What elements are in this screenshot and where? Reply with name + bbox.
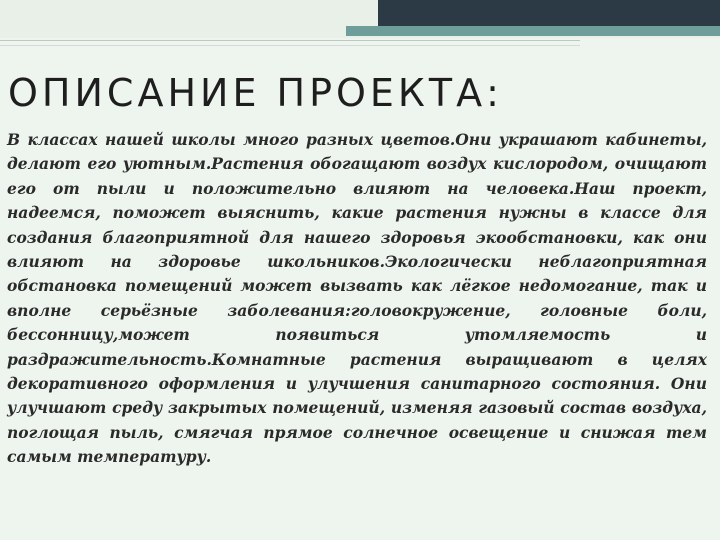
header-accent-strip [346,26,720,36]
slide-title: ОПИСАНИЕ ПРОЕКТА: [8,71,503,115]
slide-body-text: В классах нашей школы много разных цветов.Они украшают кабинеты, делают его уютным.Растения обогащают воздух кислородом, очищают его от пыли и положительно влияют на человека.Наш проект, надеемся, поможет выяснить, какие растения нужны в классе для создания благоприятной для нашего здоровья экообстановки, как они влияют на здоровье школьников.Экологически неблагоприятная обстановка помещений может вызвать как лёгкое недомогание, так и вполне серьёзные заболевания:головокружение, головные боли, бессонницу,может появиться утомляемость и раздражительность.Комнатные растения выращивают в целях декоративного оформления и улучшения санитарного состояния. Они улучшают среду закрытых помещений, изменяя газовый состав воздуха, поглощая пыль, смягчая прямое солнечное освещение и снижая тем самым температуру. [7,130,707,467]
header-divider [0,40,580,41]
header-divider-secondary [0,45,580,46]
